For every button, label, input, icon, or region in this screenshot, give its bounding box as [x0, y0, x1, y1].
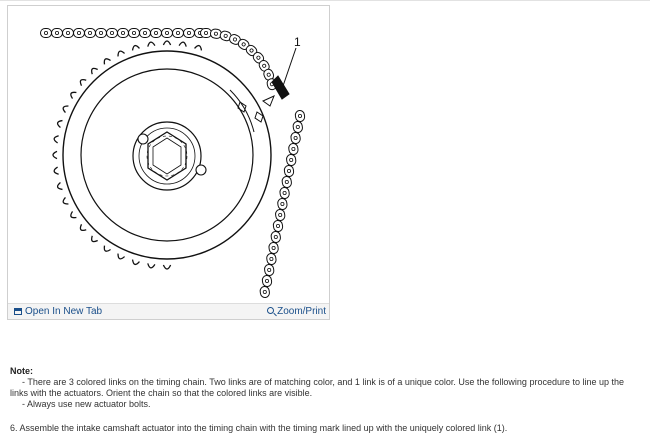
camshaft-actuator-illustration [8, 6, 329, 303]
magnifier-icon [267, 307, 274, 314]
note-line-1: - There are 3 colored links on the timing chain. Two links are of matching color, and 1 link is of a unique color. Use the following procedure to line up the [22, 377, 625, 387]
top-border [0, 0, 650, 1]
figure-panel [7, 5, 330, 320]
open-in-new-tab-link[interactable] [14, 306, 102, 317]
new-tab-icon [14, 308, 22, 315]
step-6: 6. Assemble the intake camshaft actuator into the timing chain with the timing mark lined up with the uniquely colored link (1). [10, 423, 508, 433]
figure-toolbar [8, 304, 329, 319]
note-line-2: links with the actuators. Orient the chain so that the colored links are visible. [10, 388, 313, 398]
open-in-new-tab-label: Open In New Tab [25, 306, 103, 317]
zoom-print-link[interactable] [267, 306, 326, 317]
procedure-text [10, 366, 642, 434]
note-line-3: - Always use new actuator bolts. [22, 399, 151, 409]
zoom-print-label: Zoom/Print [277, 306, 326, 317]
callout-label: 1 [294, 35, 301, 49]
note-title: Note: [10, 366, 33, 376]
